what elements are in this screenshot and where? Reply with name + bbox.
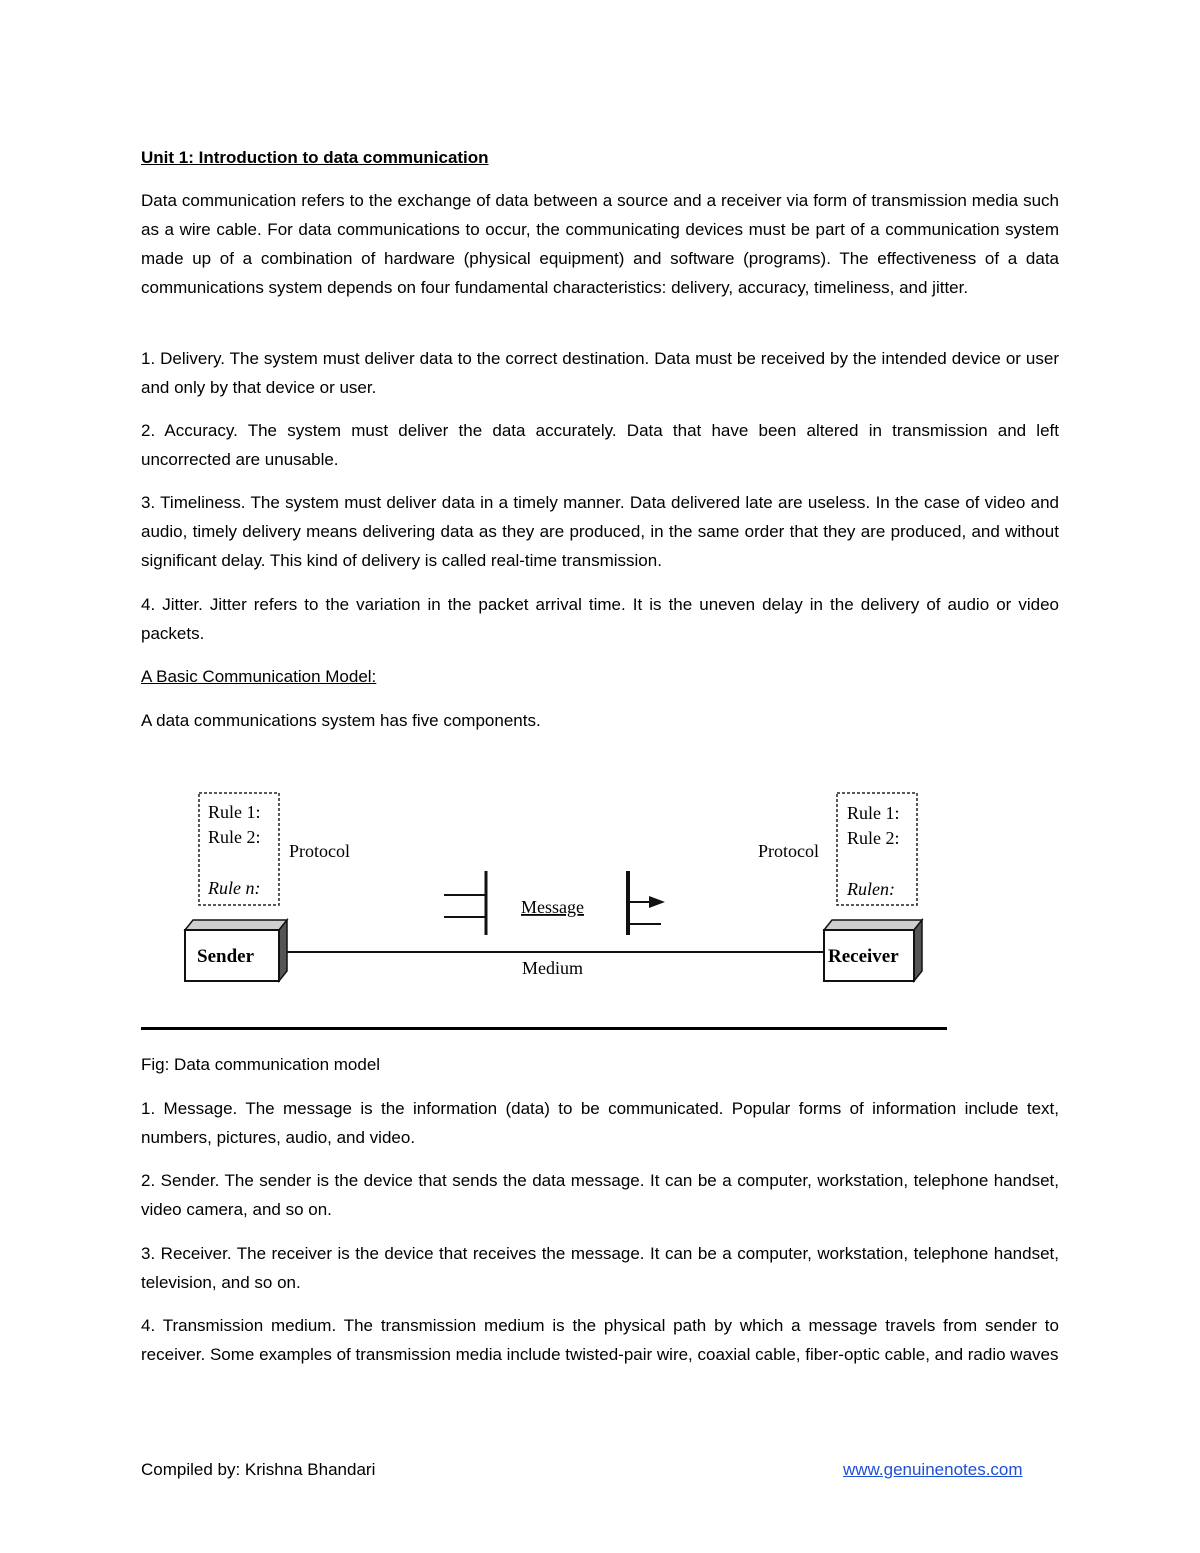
intro-paragraph: Data communication refers to the exchange of data between a source and a receiver via form of transmission media such as a wire cable. For data communications to occur, the communicating devices must be part of a communication system made up of a combination of hardware (physical equipment) and software (programs). The effectiveness of a data communications system depends on four fundamental characteristics: delivery, accuracy, timeliness, and jitter. [141, 191, 1059, 297]
component-receiver: 3. Receiver. The receiver is the device that receives the message. It can be a computer, workstation, telephone handset, television, and so on. [141, 1244, 1059, 1292]
protocol-right-label: Protocol [758, 841, 819, 861]
sender-label: Sender [197, 946, 254, 967]
receiver-rule-2: Rule 2: [847, 828, 900, 848]
characteristic-delivery: 1. Delivery. The system must deliver data to the correct destination. Data must be received by the intended device or user and only by that device or user. [141, 349, 1059, 397]
page-title: Unit 1: Introduction to data communication [141, 148, 489, 167]
model-intro: A data communications system has five components. [141, 711, 541, 730]
characteristic-jitter: 4. Jitter. Jitter refers to the variation in the packet arrival time. It is the uneven delay in the delivery of audio or video packets. [141, 595, 1059, 643]
medium-label: Medium [522, 958, 583, 978]
message-label: Message [521, 897, 584, 917]
component-medium: 4. Transmission medium. The transmission medium is the physical path by which a message travels from sender to receiver. Some examples of transmission media include twisted-pair wire, coaxial cable, fiber-optic cable, and radio waves [141, 1316, 1059, 1364]
model-heading: A Basic Communication Model: [141, 667, 377, 686]
component-sender: 2. Sender. The sender is the device that sends the data message. It can be a computer, workstation, telephone handset, video camera, and so on. [141, 1171, 1059, 1219]
receiver-rule-1: Rule 1: [847, 803, 900, 823]
characteristic-accuracy: 2. Accuracy. The system must deliver the data accurately. Data that have been altered in transmission and left uncorrected are unusable. [141, 421, 1059, 469]
receiver-rule-n: Rulen: [847, 879, 895, 899]
component-message: 1. Message. The message is the information (data) to be communicated. Popular forms of information include text, numbers, pictures, audio, and video. [141, 1099, 1059, 1147]
footer-compiled-by: Compiled by: Krishna Bhandari [141, 1460, 376, 1479]
communication-model-diagram [141, 775, 961, 1005]
receiver-label: Receiver [828, 946, 899, 967]
sender-rule-1: Rule 1: [208, 802, 261, 822]
characteristic-timeliness: 3. Timeliness. The system must deliver data in a timely manner. Data delivered late are useless. In the case of video and audio, timely delivery means delivering data as they are produced, in the same order that they are produced, and without significant delay. This kind of delivery is called real-time transmission. [141, 493, 1059, 570]
footer-website-link[interactable]: www.genuinenotes.com [843, 1460, 1023, 1479]
arrow-right-icon [649, 896, 665, 908]
protocol-left-label: Protocol [289, 841, 350, 861]
figure-caption: Fig: Data communication model [141, 1055, 381, 1074]
sender-rule-n: Rule n: [208, 878, 261, 898]
sender-rule-2: Rule 2: [208, 827, 261, 847]
horizontal-divider [141, 1027, 947, 1030]
